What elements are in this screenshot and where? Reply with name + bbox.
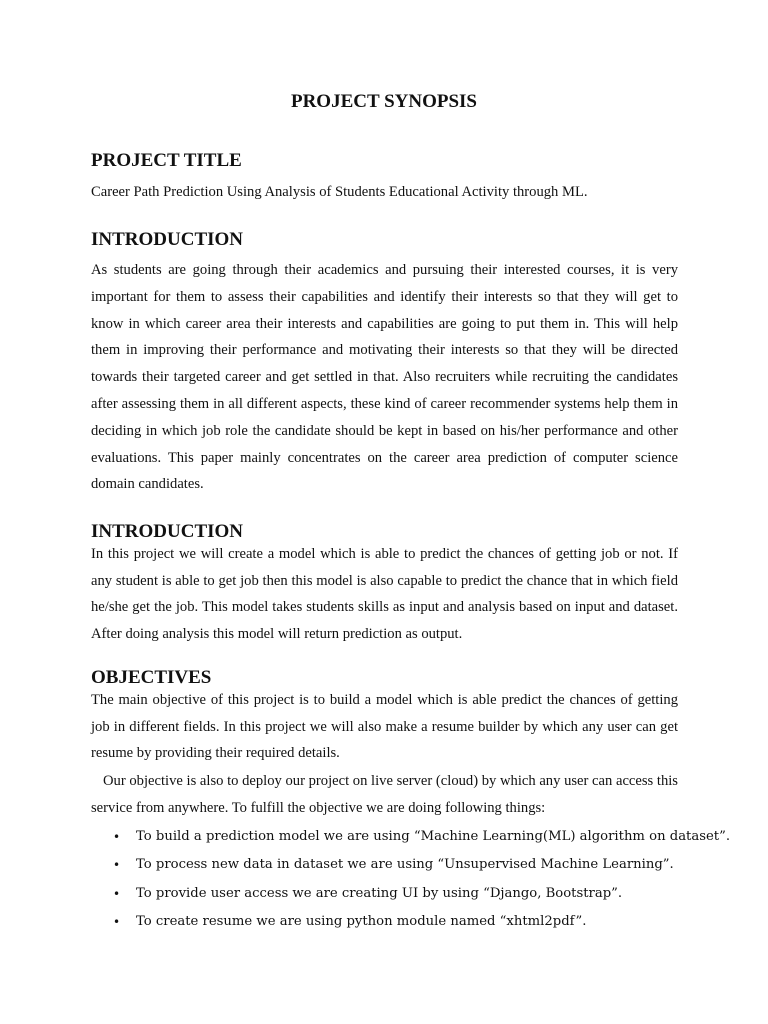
bullet-icon: • <box>113 858 121 873</box>
objectives-paragraph-1: The main objective of this project is to build a model which is able predict the chances of getting job in different fields. In this project we will also make a resume builder by which any user can get resume by providing their required details. <box>91 692 678 762</box>
objectives-heading: OBJECTIVES <box>91 667 212 688</box>
bullet-text: To process new data in dataset we are using “Unsupervised Machine Learning”. <box>136 857 674 873</box>
introduction-heading-2: INTRODUCTION <box>91 521 244 542</box>
bullet-text: To provide user access we are creating UI by using “Django, Bootstrap”. <box>136 885 623 901</box>
list-item <box>91 908 691 936</box>
document-title: PROJECT SYNOPSIS <box>290 91 477 112</box>
introduction-heading-1: INTRODUCTION <box>91 229 244 250</box>
introduction-paragraph-2: In this project we will create a model which is able to predict the chances of getting job or not. If any student is able to get job then this model is also capable to predict the chance that in which field he/she get the job. This model takes students skills as input and analysis based on input and dataset. After doing analysis this model will return prediction as output. <box>91 546 678 643</box>
project-title-text: Career Path Prediction Using Analysis of Students Educational Activity through ML. <box>91 184 588 200</box>
objectives-paragraph-2: Our objective is also to deploy our project on live server (cloud) by which any user can access this service from anywhere. To fulfill the objective we are doing following things: <box>91 773 678 816</box>
bullet-icon: • <box>113 830 121 844</box>
introduction-paragraph-1: As students are going through their academics and pursuing their interested courses, it is very important for them to assess their capabilities and identify their interests so that they will get to know in which career area their interests and capabilities are going to put them in. This will help them in improving their performance and motivating their interests so that they will be directed towards their targeted career and get settled in that. Also recruiters while recruiting the candidates after assessing them in all different aspects, these kind of career recommender systems help them in deciding in which job role the candidate should be kept in based on his/her performance and other evaluations. This paper mainly concentrates on the career area prediction of computer science domain candidates. <box>91 262 678 493</box>
project-title-heading: PROJECT TITLE <box>91 150 242 171</box>
list-item <box>91 880 691 908</box>
bullet-text: To create resume we are using python module named “xhtml2pdf”. <box>136 913 587 929</box>
bullet-icon: • <box>113 886 121 901</box>
list-item <box>91 823 731 851</box>
bullet-text: To build a prediction model we are using “Machine Learning(ML) algorithm on dataset”. <box>136 829 731 844</box>
list-item <box>91 851 691 879</box>
objectives-bullet-list <box>91 823 731 936</box>
bullet-icon: • <box>113 914 121 929</box>
